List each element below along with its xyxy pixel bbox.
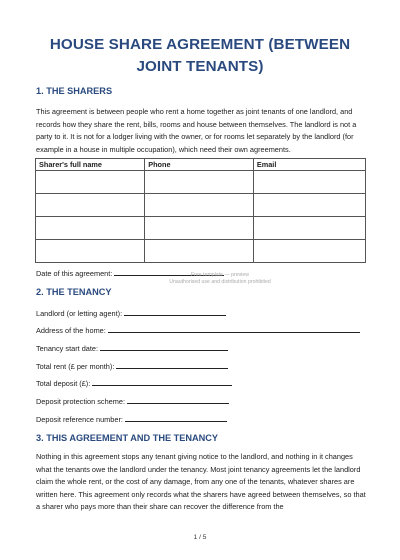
- watermark-footer-line2: Unauthorised use and distribution prohibited: [169, 278, 271, 285]
- column-header-email: Email: [253, 159, 365, 171]
- phone-cell[interactable]: [145, 194, 254, 217]
- landlord-field: [36, 308, 226, 318]
- email-cell[interactable]: [253, 194, 365, 217]
- sharers-paragraph: This agreement is between people who rent a home together as joint tenants of one landlord, and records how they share the rent, bills, rooms and house between themselves. The landlord is not a party to it. It is not for a lodger living with the owner, or for rooms let separately by the landlord (for example in a house in multiple occupation), which need their own agreements.: [36, 107, 357, 154]
- landlord-label: Landlord (or letting agent):: [36, 309, 123, 318]
- agreement-tenancy-paragraph: Nothing in this agreement stops any tenant giving notice to the landlord, and nothing in it changes what the tenants owe the landlord under the tenancy. Most joint tenancy agreements let the landlord claim the whole rent, or the cost of any damage, from any one of the tenants, whatever shares are written here. This agreement only records what the sharers have agreed between themselves, so that a sharer who pays more than their share can recover the difference from the: [36, 452, 366, 512]
- total-deposit-line[interactable]: [92, 378, 232, 386]
- email-cell[interactable]: [253, 217, 365, 240]
- name-cell[interactable]: [36, 171, 145, 194]
- column-header-name: Sharer's full name: [36, 159, 145, 171]
- deposit-scheme-label: Deposit protection scheme:: [36, 397, 125, 406]
- total-rent-label: Total rent (£ per month):: [36, 362, 115, 371]
- deposit-reference-line[interactable]: [125, 414, 227, 422]
- section-heading-agreement-and-tenancy: 3. THIS AGREEMENT AND THE TENANCY: [36, 433, 219, 443]
- address-label: Address of the home:: [36, 326, 106, 335]
- phone-cell[interactable]: [145, 171, 254, 194]
- total-rent-line[interactable]: [116, 361, 228, 369]
- total-deposit-field: [36, 378, 232, 388]
- address-field: [36, 325, 360, 335]
- table-row: [36, 194, 366, 217]
- section-heading-tenancy: 2. THE TENANCY: [36, 287, 112, 297]
- landlord-line[interactable]: [124, 308, 226, 316]
- name-cell[interactable]: [36, 194, 145, 217]
- tenancy-start-line[interactable]: [100, 343, 228, 351]
- email-cell[interactable]: [253, 171, 365, 194]
- table-header-row: [36, 159, 366, 171]
- deposit-reference-field: [36, 414, 227, 424]
- email-cell[interactable]: [253, 240, 365, 263]
- document-title: HOUSE SHARE AGREEMENT (BETWEEN JOINT TENANTS): [49, 36, 351, 75]
- watermark-footer-line1: Free template — preview: [191, 272, 249, 278]
- table-row: [36, 217, 366, 240]
- deposit-scheme-line[interactable]: [127, 396, 229, 404]
- tenancy-start-label: Tenancy start date:: [36, 344, 99, 353]
- section-heading-sharers: 1. THE SHARERS: [36, 86, 113, 96]
- table-row: [36, 171, 366, 194]
- column-header-phone: Phone: [145, 159, 254, 171]
- total-deposit-label: Total deposit (£):: [36, 379, 91, 388]
- watermark-footer: [150, 272, 290, 285]
- total-rent-field: [36, 361, 228, 371]
- address-line[interactable]: [108, 325, 360, 333]
- deposit-scheme-field: [36, 396, 229, 406]
- phone-cell[interactable]: [145, 217, 254, 240]
- agreement-date-label: Date of this agreement:: [36, 269, 113, 278]
- tenancy-start-field: [36, 343, 228, 353]
- page-number: 1 / 5: [193, 534, 207, 541]
- sharers-table: [35, 158, 366, 263]
- name-cell[interactable]: [36, 217, 145, 240]
- phone-cell[interactable]: [145, 240, 254, 263]
- table-row: [36, 240, 366, 263]
- name-cell[interactable]: [36, 240, 145, 263]
- deposit-reference-label: Deposit reference number:: [36, 415, 123, 424]
